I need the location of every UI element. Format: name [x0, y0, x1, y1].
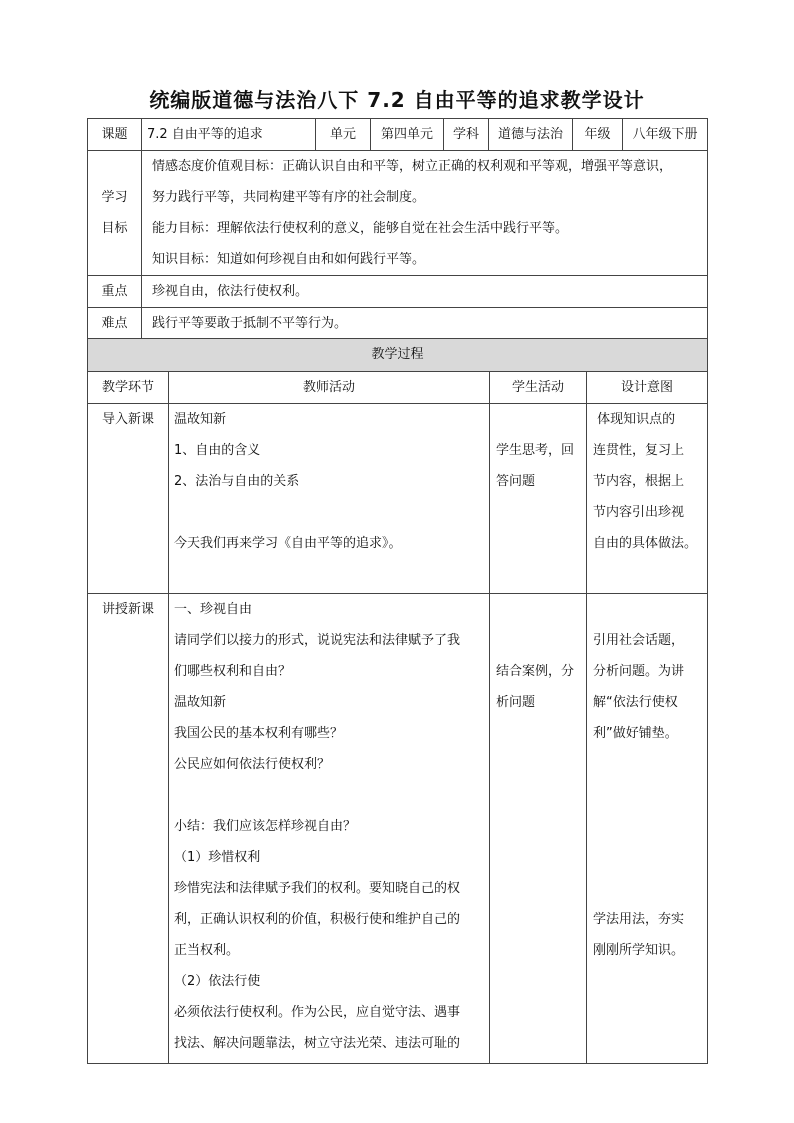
teacher-line: 小结：我们应该怎样珍视自由？ — [174, 819, 357, 834]
intent-line: 分析问题。为讲 — [593, 664, 685, 679]
student-line: 析问题 — [496, 695, 536, 710]
student-line — [496, 625, 582, 656]
intent-line — [593, 594, 703, 625]
student-line: 答问题 — [496, 474, 536, 489]
intent-line: 节内容引出珍视 — [593, 505, 685, 520]
difficulty-value: 践行平等要敢于抵制不平等行为。 — [142, 308, 708, 340]
goals-content — [142, 151, 708, 276]
intent-line — [593, 749, 703, 780]
design-intent-cell — [587, 594, 708, 1064]
intent-line: 刚刚所学知识。 — [593, 943, 685, 958]
teacher-line: 必须依法行使权利。作为公民，应自觉守法、遇事 — [174, 1005, 461, 1020]
column-header: 教师活动 — [169, 372, 490, 404]
column-header: 学生活动 — [490, 372, 587, 404]
teacher-activity-cell — [169, 404, 490, 594]
intent-line: 连贯性，复习上 — [593, 443, 685, 458]
teaching-process-table — [87, 338, 708, 1064]
goal-line: 能力目标：理解依法行使权利的意义，能够自觉在社会生活中践行平等。 — [152, 221, 569, 236]
intent-line — [593, 842, 703, 873]
table-row — [88, 404, 708, 594]
table-row — [88, 594, 708, 1064]
subject-value: 道德与法治 — [489, 119, 573, 151]
grade-value: 八年级下册 — [623, 119, 708, 151]
teacher-line: 一、珍视自由 — [174, 602, 253, 617]
goal-line: 情感态度价值观目标：正确认识自由和平等，树立正确的权利观和平等观，增强平等意识， — [152, 159, 673, 174]
key-point-value: 珍视自由，依法行使权利。 — [142, 276, 708, 308]
process-heading: 教学过程 — [88, 339, 708, 372]
intent-line — [593, 780, 703, 811]
teacher-line — [174, 780, 485, 811]
intent-line: 引用社会话题， — [593, 633, 685, 648]
intent-line: 节内容，根据上 — [593, 474, 685, 489]
column-header: 设计意图 — [587, 372, 708, 404]
subject-label: 学科 — [444, 119, 489, 151]
goal-line: 知识目标：知道如何珍视自由和如何践行平等。 — [152, 252, 426, 267]
course-label: 课题 — [88, 119, 142, 151]
teacher-line: 温故知新 — [174, 695, 227, 710]
difficulty-label: 难点 — [88, 308, 142, 340]
key-point-label: 重点 — [88, 276, 142, 308]
teacher-line: （1）珍惜权利 — [174, 850, 261, 865]
teacher-line: 请同学们以接力的形式，说说宪法和法律赋予了我 — [174, 633, 461, 648]
intent-line: 解“依法行使权 — [593, 695, 678, 710]
stage-cell: 导入新课 — [88, 404, 169, 594]
teacher-line: 珍惜宪法和法律赋予我们的权利。要知晓自己的权 — [174, 881, 461, 896]
teacher-line: 们哪些权利和自由？ — [174, 664, 292, 679]
document-title: 统编版道德与法治八下 7.2 自由平等的追求教学设计 — [149, 88, 645, 112]
intent-line: 体现知识点的 — [593, 412, 676, 427]
teacher-line — [174, 497, 485, 528]
teacher-activity-cell — [169, 594, 490, 1064]
student-line — [496, 404, 582, 435]
unit-label: 单元 — [316, 119, 371, 151]
teacher-line: 公民应如何依法行使权利？ — [174, 757, 331, 772]
student-activity-cell — [490, 594, 587, 1064]
intent-line: 自由的具体做法。 — [593, 536, 698, 551]
goals-label-line1: 学习 — [101, 190, 128, 205]
teacher-line: 正当权利。 — [174, 943, 240, 958]
goals-label — [88, 151, 142, 276]
course-value: 7.2 自由平等的追求 — [142, 119, 316, 151]
grade-label: 年级 — [573, 119, 623, 151]
teacher-line: 找法、解决问题靠法，树立守法光荣、违法可耻的 — [174, 1036, 461, 1051]
intent-line: 学法用法，夯实 — [593, 912, 685, 927]
intent-line: 利”做好铺垫。 — [593, 726, 678, 741]
goals-label-line2: 目标 — [101, 221, 128, 236]
teacher-line: 1、自由的含义 — [174, 443, 261, 458]
teacher-line: 今天我们再来学习《自由平等的追求》。 — [174, 536, 402, 551]
student-line: 学生思考，回 — [496, 443, 575, 458]
lesson-info-table — [87, 118, 708, 340]
teacher-line: 温故知新 — [174, 412, 227, 427]
design-intent-cell — [587, 404, 708, 594]
column-header: 教学环节 — [88, 372, 169, 404]
student-activity-cell — [490, 404, 587, 594]
student-line: 结合案例，分 — [496, 664, 575, 679]
teacher-line: 利，正确认识权利的价值，积极行使和维护自己的 — [174, 912, 461, 927]
intent-line — [593, 873, 703, 904]
student-line — [496, 594, 582, 625]
intent-line — [593, 811, 703, 842]
teacher-line: 我国公民的基本权利有哪些？ — [174, 726, 344, 741]
teacher-line: 2、法治与自由的关系 — [174, 474, 300, 489]
stage-cell: 讲授新课 — [88, 594, 169, 1064]
unit-value: 第四单元 — [371, 119, 444, 151]
teacher-line: （2）依法行使 — [174, 974, 261, 989]
goal-line: 努力践行平等，共同构建平等有序的社会制度。 — [152, 190, 426, 205]
